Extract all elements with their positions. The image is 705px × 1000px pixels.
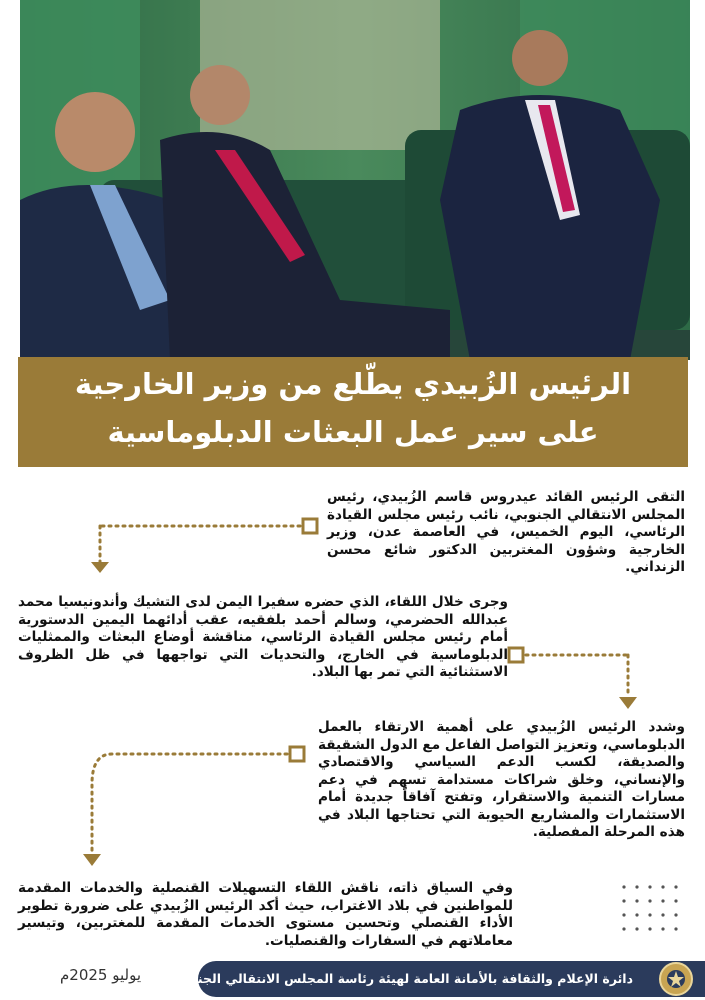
paragraph-2: وجرى خلال اللقاء، الذي حضره سفيرا اليمن لدى التشيك وأندونيسيا محمد عبدالله الحضرمي، وسالم أحمد بلفقيه، عقب أدائهما اليمين الدستورية أمام رئيس مجلس القيادة الرئاسي، مناقشة أوضاع البعثات والممثليات الدبلوماسية في الخارج، والتحديات التي تواجهها في ظل الظروف الاستثنائية التي تمر بها البلاد. xyxy=(18,594,508,680)
dot-grid-icon xyxy=(620,883,690,943)
emblem-icon xyxy=(659,962,693,996)
dotted-arrow-icon xyxy=(506,645,641,715)
publish-date: يوليو 2025م xyxy=(60,966,142,984)
headline-line-1: الرئيس الزُبيدي يطّلع من وزير الخارجية xyxy=(74,367,632,401)
headline-banner xyxy=(18,357,688,467)
meeting-photo xyxy=(20,0,690,360)
paragraph-4: وفي السياق ذاته، ناقش اللقاء التسهيلات القنصلية والخدمات المقدمة للمواطنين في بلاد الاغتراب، حيث أكد الرئيس الزُبيدي على ضرورة تطوير الأداء القنصلي وتحسين مستوى الخدمات المقدمة للمغتربين، وتيسير معاملاتهم في السفارات والقنصليات. xyxy=(18,880,513,949)
footer-bar xyxy=(172,961,705,997)
paragraph-1: التقى الرئيس القائد عيدروس قاسم الزُبيدي، رئيس المجلس الانتقالي الجنوبي، نائب رئيس مجلس القيادة الرئاسي، اليوم الخميس، في العاصمة عدن، وزير الخارجية وشؤون المغتربين الدكتور شائع محسن الزنداني. xyxy=(327,489,685,575)
footer-organization: دائرة الإعلام والثقافة بالأمانة العامة لهيئة رئاسة المجلس الانتقالي الجنوبي xyxy=(172,971,633,986)
dotted-arrow-icon xyxy=(88,516,323,576)
paragraph-3: وشدد الرئيس الزُبيدي على أهمية الارتقاء بالعمل الدبلوماسي، وتعزيز التواصل الفاعل مع الدول الشقيقة والصديقة، لكسب الدعم السياسي والاقتصادي والإنساني، وخلق شراكات مستدامة تسهم في دعم مسارات التنمية والاستقرار، وتفتح آفاقاً جديدة أمام الاستثمارات والمشاريع الحيوية التي تحتاجها البلاد في هذه المرحلة المفصلية. xyxy=(318,719,685,840)
headline-line-2: على سير عمل البعثات الدبلوماسية xyxy=(107,415,599,449)
dotted-arrow-icon xyxy=(82,744,312,874)
